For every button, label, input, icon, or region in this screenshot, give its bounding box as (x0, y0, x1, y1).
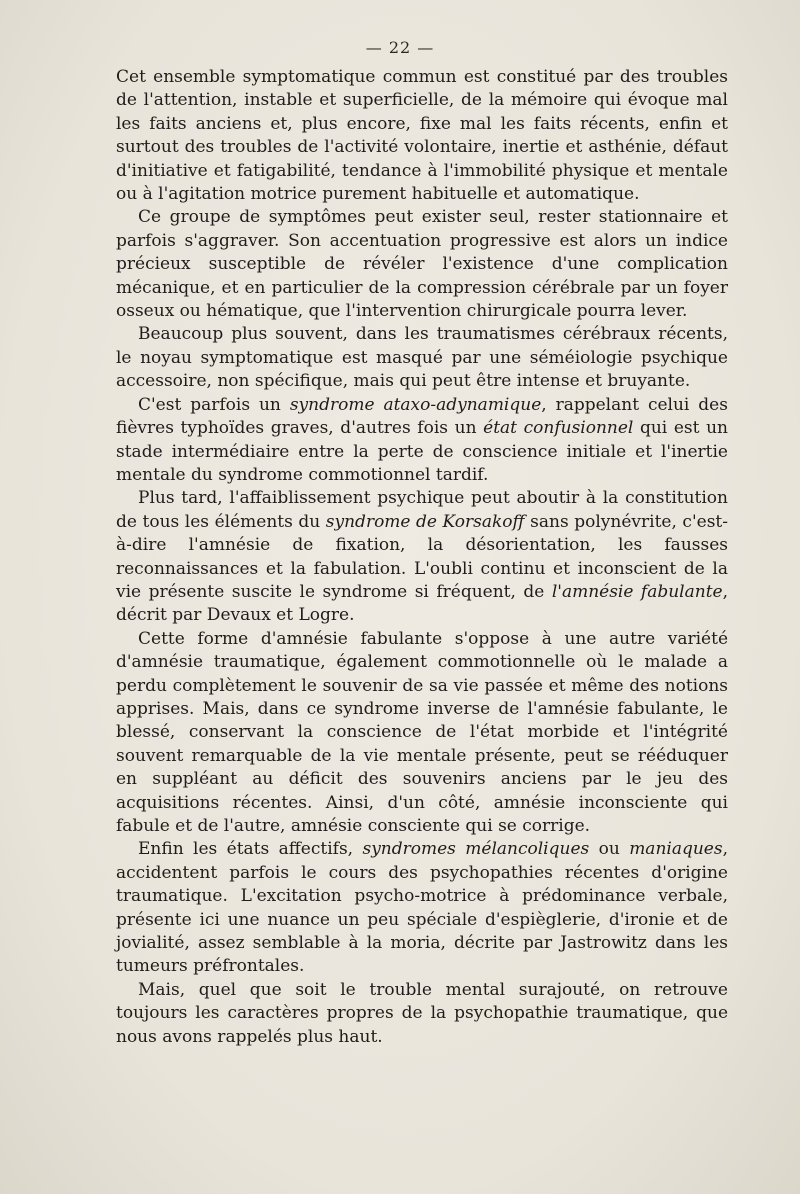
italic-term: maniaques (629, 839, 723, 860)
paragraph (116, 628, 728, 839)
paragraph (116, 323, 728, 393)
paragraph (116, 979, 728, 1049)
paragraph (116, 394, 728, 488)
text-run: Ce groupe de symptômes peut exister seul, rester stationnaire et parfois s'aggraver. Son accentuation progressive est alors un indice précieux susceptible de révéler l'existence d'une complication mécanique, et en particulier de la compression cérébrale par un foyer osseux ou hématique, que l'intervention chirurgicale pourra lever. (116, 207, 728, 322)
page-number: — 22 — (365, 38, 435, 57)
text-run: C'est parfois un (138, 394, 290, 415)
italic-term: syndrome de Korsakoff (325, 511, 525, 532)
text-run: , rappelant celui des fièvres typhoïdes graves, d'autres fois un (116, 394, 728, 439)
paragraph (116, 487, 728, 627)
text-run: ou (589, 839, 630, 860)
paragraph (116, 838, 728, 978)
text-run: Cette forme d'amnésie fabulante s'oppose à une autre variété d'amnésie traumatique, également commotionnelle où le malade a perdu complètement le souvenir de sa vie passée et même des notions apprises. Mais, dans ce syndrome inverse de l'amnésie fabulante, le blessé, conservant la conscience de l'état morbide et l'intégrité souvent remarquable de la vie mentale présente, peut se rééduquer en suppléant au déficit des souvenirs anciens par le jeu des acquisitions récentes. Ainsi, d'un côté, amnésie inconsciente qui fabule et de l'autre, amnésie consciente qui se corrige. (116, 628, 728, 836)
text-run: Enfin les états affectifs, (138, 839, 363, 860)
text-run: qui est un stade intermédiaire entre la perte de conscience initiale et l'inertie mentale du syndrome commotionnel tardif. (116, 418, 728, 485)
paragraph (116, 206, 728, 323)
text-run: Beaucoup plus souvent, dans les traumatismes cérébraux récents, le noyau symptomatique est masqué par une séméiologie psychique accessoire, non spécifique, mais qui peut être intense et bruyante. (116, 324, 728, 392)
text-run: Mais, quel que soit le trouble mental surajouté, on retrouve toujours les caractères propres de la psychopathie traumatique, que nous avons rappelés plus haut. (116, 979, 728, 1047)
text-run: Plus tard, l'affaiblissement psychique peut aboutir à la constitution de tous les éléments du (116, 488, 728, 532)
text-run: , accidentent parfois le cours des psychopathies récentes d'origine traumatique. L'excitation psycho-motrice à prédominance verbale, présente ici une nuance un peu spéciale d'espièglerie, d'ironie et de jovialité, assez semblable à la moria, décrite par Jastrowitz dans les tumeurs préfrontales. (116, 839, 728, 977)
text-run: , décrit par Devaux et Logre. (116, 581, 728, 626)
paragraph (116, 66, 728, 206)
italic-term: syndrome ataxo-adynamique (289, 394, 542, 415)
text-run: Cet ensemble symptomatique commun est constitué par des troubles de l'attention, instable et superficielle, de la mémoire qui évoque mal les faits anciens et, plus encore, fixe mal les faits récents, enfin et surtout des troubles de l'activité volontaire, inertie et asthénie, défaut d'initiative et fatigabilité, tendance à l'immobilité physique et mentale ou à l'agitation motrice purement habituelle et automatique. (116, 67, 728, 205)
italic-term: état confusionnel (483, 418, 634, 439)
italic-term: l'amnésie fabulante (551, 581, 723, 602)
italic-term: syndromes mélancoliques (362, 839, 590, 860)
body-text (116, 66, 728, 1049)
text-run: sans polynévrite, c'est-à-dire l'amnésie de fixation, la désorientation, les fausses reconnaissances et la fabulation. L'oubli continu et inconscient de la vie présente suscite le syndrome si fréquent, de (116, 511, 728, 602)
